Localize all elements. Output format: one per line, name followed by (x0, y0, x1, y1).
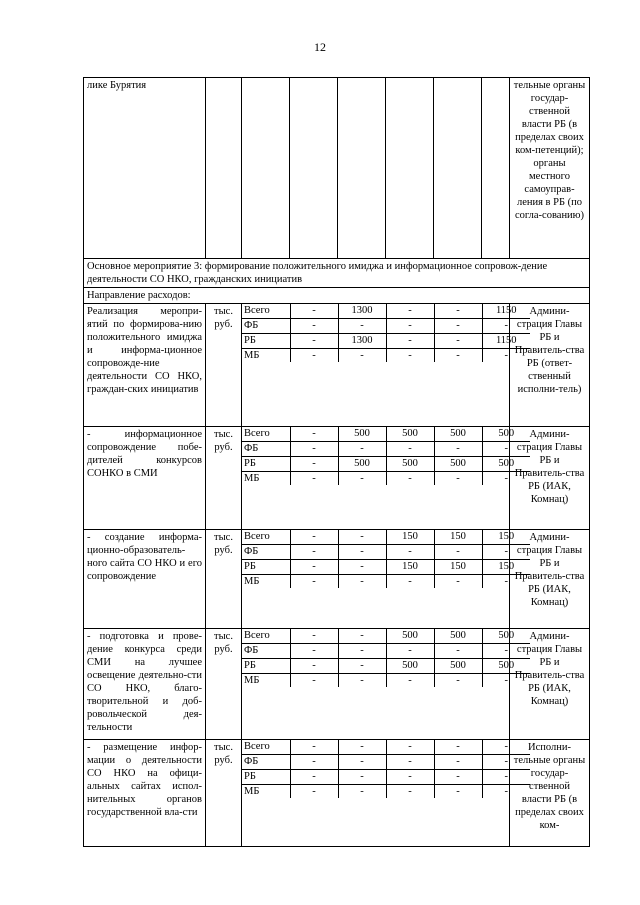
table-row (84, 304, 590, 427)
funding-value: - (338, 545, 386, 560)
funding-value: - (482, 755, 530, 770)
table-row (84, 530, 590, 629)
empty-cell (434, 78, 482, 259)
funding-value: - (482, 472, 530, 486)
funding-row (242, 560, 530, 575)
funding-source: МБ (244, 675, 260, 686)
funding-value: 500 (434, 629, 482, 644)
funding-value: - (386, 575, 434, 589)
funding-value: - (434, 755, 482, 770)
continuation-executor: тельные органы государ-ственной власти РБ (в пределах своих ком-петенций); органы местного самоуправ-ления в РБ (по согла-сованию) (510, 78, 590, 259)
funding-row (242, 785, 530, 799)
funding-source: Всего (242, 304, 290, 319)
funding-source: ФБ (242, 319, 290, 334)
funding-source: РБ (242, 659, 290, 674)
funding-value: - (338, 349, 386, 363)
funding-value: - (386, 319, 434, 334)
funding-value: - (482, 545, 530, 560)
funding-block (242, 530, 515, 629)
funding-value: - (290, 457, 338, 472)
funding-value: - (482, 770, 530, 785)
funding-value: - (434, 545, 482, 560)
funding-value: - (434, 770, 482, 785)
funding-row (242, 740, 530, 755)
funding-value: - (338, 530, 386, 545)
funding-value: - (290, 545, 338, 560)
executor-cell: Админи-страция Главы РБ и Правитель-ства РБ (ИАК, Комнац) (510, 629, 590, 740)
funding-row (242, 575, 530, 589)
funding-row (242, 770, 530, 785)
funding-value: 500 (386, 629, 434, 644)
funding-value: 150 (482, 530, 530, 545)
funding-value: - (338, 644, 386, 659)
funding-value: - (290, 442, 338, 457)
funding-value: - (386, 334, 434, 349)
funding-source: ФБ (242, 442, 290, 457)
funding-value: - (434, 349, 482, 363)
funding-value: - (386, 349, 434, 363)
funding-value: - (482, 575, 530, 589)
funding-value: - (482, 349, 530, 363)
funding-row (242, 674, 530, 688)
funding-row (242, 659, 530, 674)
funding-value: - (338, 629, 386, 644)
funding-value: - (338, 560, 386, 575)
funding-value: - (482, 442, 530, 457)
funding-value: - (290, 530, 338, 545)
funding-value: - (386, 472, 434, 486)
funding-grid (242, 629, 530, 687)
funding-value: - (386, 740, 434, 755)
funding-value: 150 (386, 530, 434, 545)
funding-value: - (290, 674, 338, 688)
funding-row (242, 472, 530, 486)
funding-source: ФБ (242, 755, 290, 770)
direction-row (84, 288, 590, 304)
table-body (84, 78, 590, 847)
funding-value: - (434, 740, 482, 755)
activity-description: - размещение инфор-мации о деятельности СО НКО на офици-альных сайтах испол-нительных органов государственной вла-сти (84, 740, 206, 847)
funding-value: 1300 (338, 304, 386, 319)
funding-value: - (434, 442, 482, 457)
funding-value: - (338, 674, 386, 688)
funding-value: - (434, 319, 482, 334)
funding-value: - (290, 629, 338, 644)
table-row (84, 427, 590, 530)
funding-value: - (290, 785, 338, 799)
funding-value: - (482, 785, 530, 799)
funding-source: Всего (242, 629, 290, 644)
funding-row (242, 629, 530, 644)
funding-grid (242, 740, 530, 798)
empty-cell (242, 78, 290, 259)
continuation-row (84, 78, 590, 259)
funding-value: 150 (386, 560, 434, 575)
funding-value: 1300 (338, 334, 386, 349)
funding-source: МБ (244, 786, 260, 797)
funding-grid (242, 530, 530, 588)
executor-cell: Исполни-тельные органы государ-ственной власти РБ (в пределах своих ком- (510, 740, 590, 847)
funding-source: Всего (242, 427, 290, 442)
funding-row (242, 644, 530, 659)
funding-source: МБ (244, 473, 260, 484)
funding-value: - (338, 785, 386, 799)
funding-value: 500 (434, 427, 482, 442)
activity-description: Реализация меропри-ятий по формирова-нию положительного имиджа и информа-ционное сопровожде-ние деятельности СО НКО, граждан-ских инициатив (84, 304, 206, 427)
funding-block (242, 740, 510, 847)
funding-value: - (386, 755, 434, 770)
activity-description: - информационное сопровождение побе-дителей конкурсов СОНКО в СМИ (84, 427, 206, 530)
funding-source: РБ (242, 770, 290, 785)
executor-cell: Админи-страция Главы РБ и Правитель-ства РБ (ИАК, Комнац) (510, 427, 590, 530)
funding-value: - (434, 674, 482, 688)
funding-value: - (338, 575, 386, 589)
funding-value: - (434, 785, 482, 799)
executor-cell: Админи-страция Главы РБ и Правитель-ства РБ (ИАК, Комнац) (510, 530, 590, 629)
funding-value: - (338, 659, 386, 674)
funding-value: 500 (386, 427, 434, 442)
funding-value: 500 (482, 457, 530, 472)
funding-row (242, 530, 530, 545)
table-row (84, 740, 590, 847)
funding-row (242, 755, 530, 770)
funding-source: РБ (242, 457, 290, 472)
program-table (83, 77, 590, 847)
executor-cell: Админи-страция Главы РБ и Правитель-ства РБ (ответ-ственный исполни-тель) (510, 304, 590, 427)
funding-value: - (434, 472, 482, 486)
funding-value: - (386, 644, 434, 659)
funding-value: - (338, 319, 386, 334)
funding-source: МБ (244, 350, 260, 361)
table-row (84, 629, 590, 740)
funding-value: - (290, 740, 338, 755)
unit-label: тыс. руб. (206, 530, 242, 629)
funding-value: - (386, 304, 434, 319)
funding-value: - (386, 442, 434, 457)
funding-grid (242, 304, 530, 362)
funding-value: - (482, 674, 530, 688)
funding-block (242, 304, 517, 427)
unit-label: тыс. руб. (206, 740, 242, 847)
funding-value: 1150 (482, 334, 530, 349)
funding-value: - (290, 349, 338, 363)
funding-value: - (434, 334, 482, 349)
funding-value: - (482, 740, 530, 755)
continuation-description: лике Бурятия (84, 78, 206, 259)
funding-value: - (338, 770, 386, 785)
funding-value: 150 (482, 560, 530, 575)
main-event-heading: Основное мероприятие 3: формирование положительного имиджа и информационное сопровож-дение деятельности СО НКО, гражданских инициатив (84, 259, 590, 288)
funding-grid (242, 427, 530, 485)
funding-source: МБ (244, 576, 260, 587)
funding-value: 500 (338, 427, 386, 442)
funding-row (242, 304, 530, 319)
unit-label: тыс. руб. (206, 629, 242, 740)
empty-cell (482, 78, 510, 259)
funding-value: - (290, 575, 338, 589)
funding-value: - (290, 319, 338, 334)
funding-row (242, 457, 530, 472)
funding-value: - (482, 319, 530, 334)
funding-value: - (338, 755, 386, 770)
funding-value: - (290, 755, 338, 770)
funding-value: - (434, 304, 482, 319)
funding-value: 500 (482, 659, 530, 674)
funding-value: - (290, 770, 338, 785)
funding-value: - (434, 575, 482, 589)
funding-value: - (290, 427, 338, 442)
funding-source: РБ (242, 334, 290, 349)
funding-value: 150 (434, 560, 482, 575)
funding-value: 500 (482, 629, 530, 644)
funding-value: - (290, 334, 338, 349)
empty-cell (338, 78, 386, 259)
funding-value: 150 (434, 530, 482, 545)
funding-row (242, 349, 530, 363)
funding-value: - (290, 644, 338, 659)
activity-description: - создание информа-ционно-образователь-ного сайта СО НКО и его сопровождение (84, 530, 206, 629)
funding-value: - (386, 545, 434, 560)
funding-value: - (290, 560, 338, 575)
funding-row (242, 319, 530, 334)
funding-value: - (290, 659, 338, 674)
funding-value: 500 (434, 659, 482, 674)
funding-value: - (386, 785, 434, 799)
funding-source: ФБ (242, 644, 290, 659)
funding-value: - (386, 770, 434, 785)
funding-value: 500 (386, 659, 434, 674)
funding-source: РБ (242, 560, 290, 575)
page-number: 12 (314, 40, 326, 54)
funding-source: ФБ (242, 545, 290, 560)
funding-value: - (338, 442, 386, 457)
funding-source: Всего (242, 530, 290, 545)
empty-cell (386, 78, 434, 259)
funding-value: - (434, 644, 482, 659)
funding-value: 500 (482, 427, 530, 442)
unit-label: тыс. руб. (206, 427, 242, 530)
funding-value: - (290, 472, 338, 486)
empty-cell (206, 78, 242, 259)
funding-value: - (290, 304, 338, 319)
funding-value: - (386, 674, 434, 688)
funding-value: 500 (434, 457, 482, 472)
funding-row (242, 334, 530, 349)
funding-block (242, 427, 515, 530)
funding-value: 1150 (482, 304, 530, 319)
funding-value: 500 (338, 457, 386, 472)
direction-heading: Направление расходов: (84, 288, 590, 304)
funding-row (242, 427, 530, 442)
funding-value: 500 (386, 457, 434, 472)
main-event-row (84, 259, 590, 288)
funding-value: - (338, 472, 386, 486)
funding-row (242, 442, 530, 457)
activity-description: - подготовка и прове-дение конкурса среди СМИ на лучшее освещение деятельно-сти СО НКО, благо-творительной и доб-ровольческой дея-тельности (84, 629, 206, 740)
empty-cell (290, 78, 338, 259)
funding-value: - (482, 644, 530, 659)
unit-label: тыс. руб. (206, 304, 242, 427)
funding-source: Всего (242, 740, 290, 755)
funding-block (242, 629, 515, 740)
funding-value: - (338, 740, 386, 755)
funding-row (242, 545, 530, 560)
